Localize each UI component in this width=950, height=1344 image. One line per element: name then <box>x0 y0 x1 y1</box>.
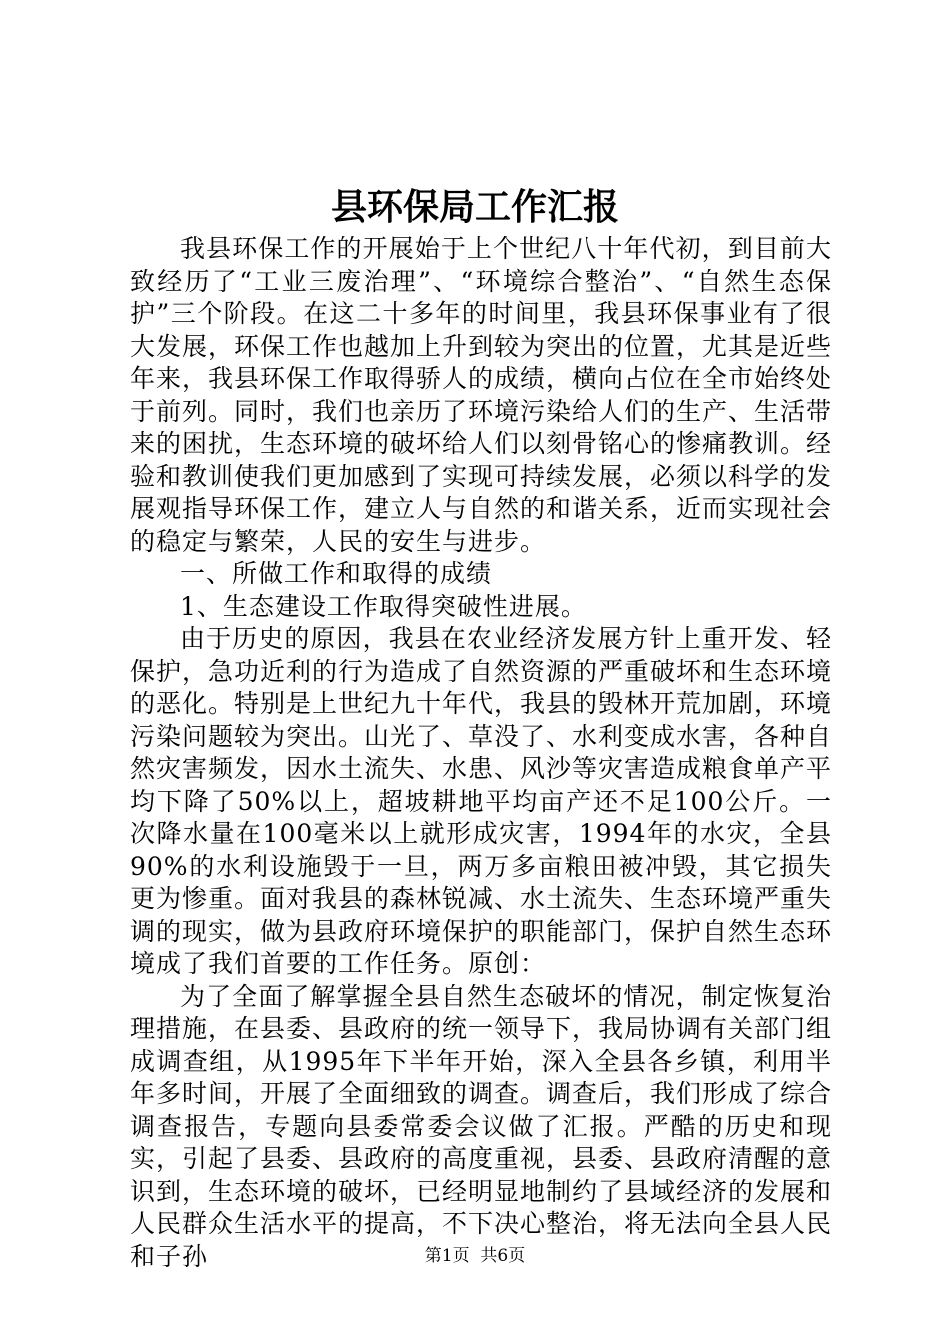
paragraph-investigation: 为了全面了解掌握全县自然生态破坏的情况，制定恢复治理措施，在县委、县政府的统一领导下，我局协调有关部门组成调查组，从1995年下半年开始，深入全县各乡镇，利用半年多时间，开展了全面细致的调查。调查后，我们形成了综合调查报告，专题向县委常委会议做了汇报。严酷的历史和现实，引起了县委、县政府的高度重视，县委、县政府清醒的意识到，生态环境的破坏，已经明显地制约了县域经济的发展和人民群众生活水平的提高，不下决心整治，将无法向全县人民和子孙 <box>130 981 833 1271</box>
paragraph-intro: 我县环保工作的开展始于上个世纪八十年代初，到目前大致经历了“工业三废治理”、“环境综合整治”、“自然生态保护”三个阶段。在这二十多年的时间里，我县环保事业有了很大发展，环保工作也越加上升到较为突出的位置，尤其是近些年来，我县环保工作取得骄人的成绩，横向占位在全市始终处于前列。同时，我们也亲历了环境污染给人们的生产、生活带来的困扰，生态环境的破坏给人们以刻骨铭心的惨痛教训。经验和教训使我们更加感到了实现可持续发展，必须以科学的发展观指导环保工作，建立人与自然的和谐关系，近而实现社会的稳定与繁荣，人民的安生与进步。 <box>130 234 833 556</box>
paragraph-history: 由于历史的原因，我县在农业经济发展方针上重开发、轻保护，急功近利的行为造成了自然资源的严重破坏和生态环境的恶化。特别是上世纪九十年代，我县的毁林开荒加剧，环境污染问题较为突出。山光了、草没了、水利变成水害，各种自然灾害频发，因水土流失、水患、风沙等灾害造成粮食单产平均下降了50%以上，超坡耕地平均亩产还不足100公斤。一次降水量在100毫米以上就形成灾害，1994年的水灾，全县90%的水利设施毁于一旦，两万多亩粮田被冲毁，其它损失更为惨重。面对我县的森林锐减、水土流失、生态环境严重失调的现实，做为县政府环境保护的职能部门，保护自然生态环境成了我们首要的工作任务。原创： <box>130 624 833 978</box>
document-body <box>130 233 832 1273</box>
document-title: 县环保局工作汇报 <box>330 186 619 228</box>
section-heading: 一、所做工作和取得的成绩 <box>180 559 493 588</box>
page-number: 第1页 <box>424 1246 470 1266</box>
page-footer <box>0 1244 950 1268</box>
subsection-heading: 1、生态建设工作取得突破性进展。 <box>180 591 587 621</box>
page-total: 共6页 <box>480 1246 526 1266</box>
